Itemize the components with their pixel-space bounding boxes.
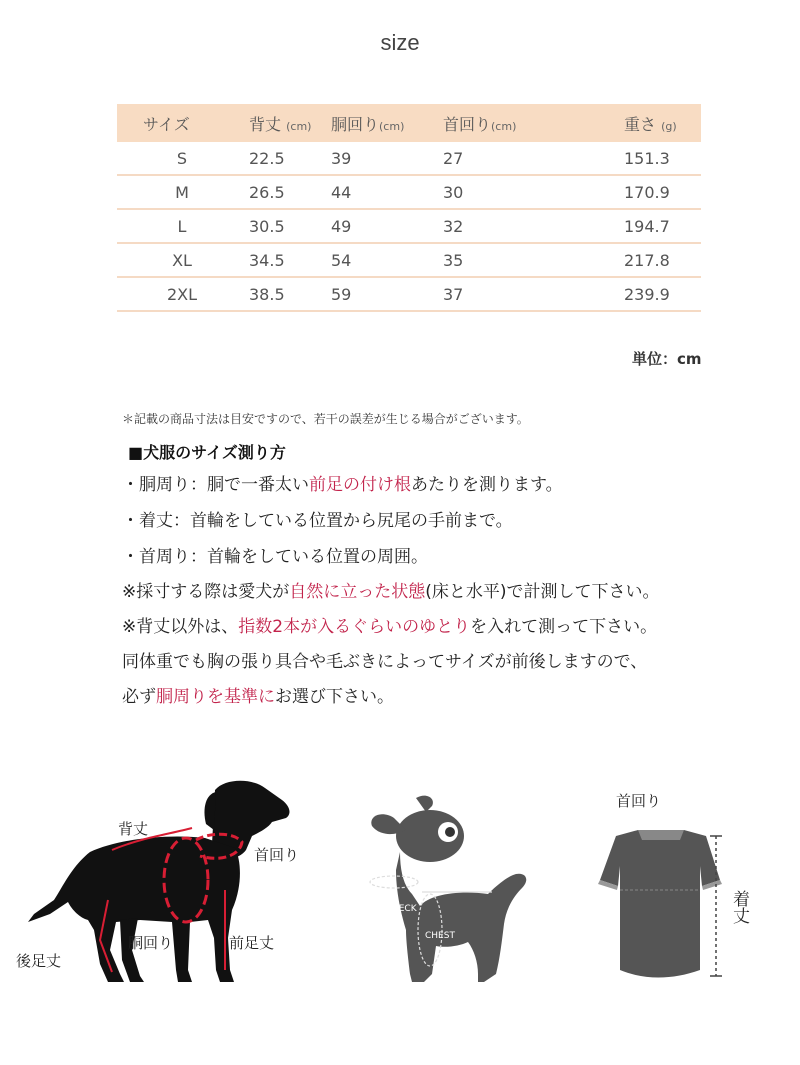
cell-weight: 170.9: [582, 175, 701, 209]
cell-neck: 37: [442, 277, 582, 311]
label-chest-en: CHEST: [425, 931, 455, 941]
guide-line-neck: ・首周り：首輪をしている位置の周囲。: [122, 547, 428, 567]
cell-back-length: 30.5: [248, 209, 330, 243]
table-header-row: [117, 104, 701, 142]
cell-weight: 217.8: [582, 243, 701, 277]
guide-line-chest: ・胴周り：胴で一番太い前足の付け根あたりを測ります。: [122, 475, 563, 495]
cell-size: M: [117, 175, 248, 209]
cell-neck: 30: [442, 175, 582, 209]
cell-weight: 239.9: [582, 277, 701, 311]
label-neck-en: NECK: [392, 904, 417, 914]
table-row: [117, 175, 701, 209]
neck-measure-ring: [370, 876, 418, 888]
table-row: [117, 277, 701, 311]
guide-line-basis: 必ず胴周りを基準にお選び下さい。: [122, 687, 394, 707]
cell-neck: 27: [442, 142, 582, 175]
header-chest: 胴回り(cm): [330, 104, 442, 142]
label-hind-leg: 後足丈: [16, 952, 62, 970]
shirt-silhouette: [598, 830, 722, 978]
label-chest: 胴回り: [128, 934, 174, 952]
header-back-length: 背丈 (cm): [248, 104, 330, 142]
cartoon-dog-figure: [360, 790, 540, 990]
cell-weight: 151.3: [582, 142, 701, 175]
cell-chest: 39: [330, 142, 442, 175]
cell-chest: 59: [330, 277, 442, 311]
cell-chest: 49: [330, 209, 442, 243]
table-row: [117, 142, 701, 175]
guide-line-length: ・着丈：首輪をしている位置から尻尾の手前まで。: [122, 511, 513, 531]
guide-heading: ■犬服のサイズ測り方: [128, 443, 286, 462]
label-shirt-neck: 首回り: [616, 792, 662, 810]
header-neck: 首回り(cm): [442, 104, 582, 142]
cell-size: 2XL: [117, 277, 248, 311]
table-row: [117, 209, 701, 243]
cell-size: XL: [117, 243, 248, 277]
cell-chest: 44: [330, 175, 442, 209]
cell-back-length: 26.5: [248, 175, 330, 209]
cell-size: S: [117, 142, 248, 175]
table-row: [117, 243, 701, 277]
guide-line-allowance: ※背丈以外は、指数2本が入るぐらいのゆとりを入れて測って下さい。: [122, 617, 658, 637]
size-table: [117, 104, 701, 312]
cell-neck: 32: [442, 209, 582, 243]
cell-weight: 194.7: [582, 209, 701, 243]
cell-size: L: [117, 209, 248, 243]
label-length: LENGTH: [425, 874, 462, 884]
label-back-length: 背丈: [118, 820, 149, 838]
cell-back-length: 22.5: [248, 142, 330, 175]
cell-back-length: 34.5: [248, 243, 330, 277]
guide-line-standing: ※採寸する際は愛犬が自然に立った状態(床と水平)で計測して下さい。: [122, 582, 660, 602]
label-neck: 首回り: [254, 846, 300, 864]
guide-line-weight: 同体重でも胸の張り具合や毛ぶきによってサイズが前後しますので、: [122, 652, 648, 672]
header-weight: 重さ (g): [582, 104, 701, 142]
cell-back-length: 38.5: [248, 277, 330, 311]
cell-chest: 54: [330, 243, 442, 277]
dog-eye: [445, 827, 455, 837]
header-size: サイズ: [117, 104, 248, 142]
dog-measure-figure: [20, 770, 330, 1000]
cell-neck: 35: [442, 243, 582, 277]
label-front-leg: 前足丈: [229, 934, 275, 952]
disclaimer: ＊記載の商品寸法は目安ですので、若干の誤差が生じる場合がございます。: [122, 412, 529, 426]
label-shirt-length: 着丈: [729, 890, 749, 924]
page-title: size: [380, 30, 420, 55]
unit-note: 単位：cm: [632, 350, 702, 368]
